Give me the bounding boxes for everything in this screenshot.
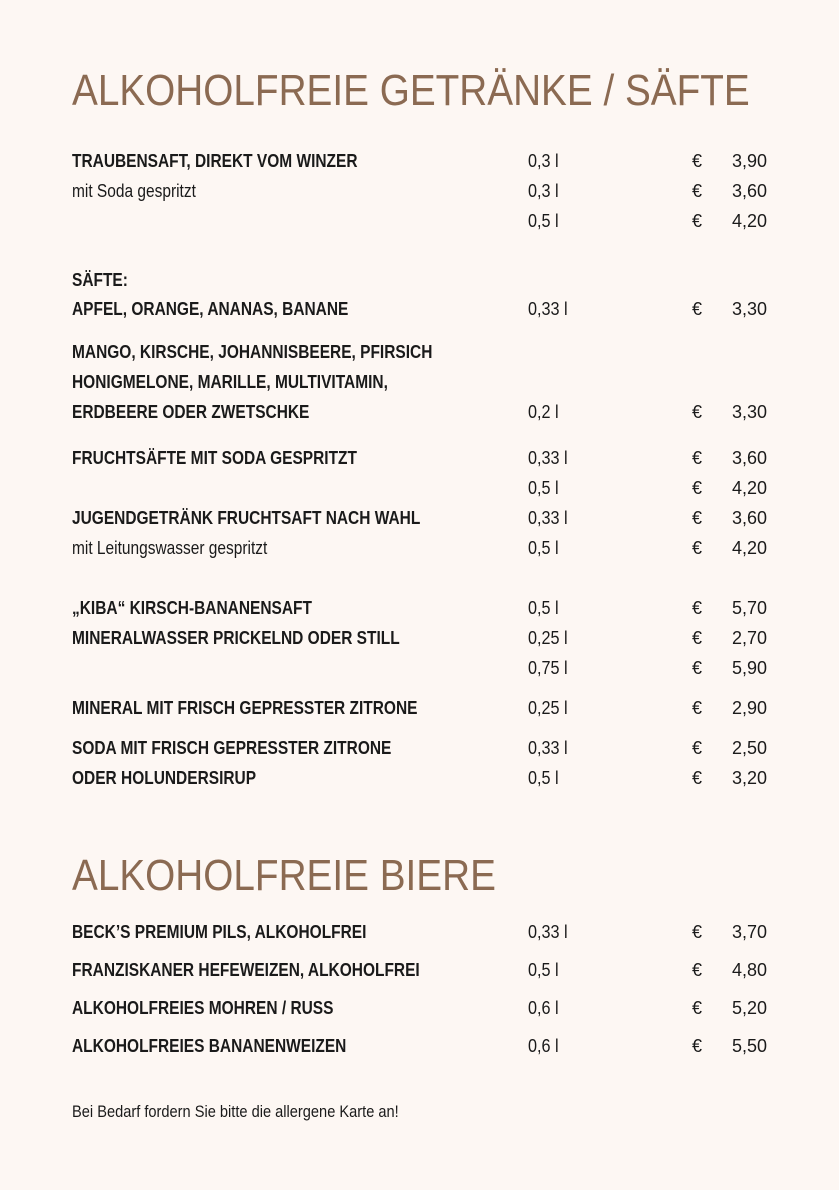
item-currency: € <box>692 998 703 1018</box>
menu-item-row <box>0 367 839 397</box>
item-price: 4,20 <box>731 478 767 498</box>
item-volume: 0,5 l <box>528 538 559 558</box>
item-volume: 0,2 l <box>528 402 559 422</box>
item-volume: 0,5 l <box>528 478 559 498</box>
item-currency: € <box>692 598 703 618</box>
item-volume: 0,33 l <box>528 738 568 758</box>
item-name: APFEL, ORANGE, ANANAS, BANANE <box>72 299 349 319</box>
item-currency: € <box>692 538 703 558</box>
menu-item-row <box>0 763 839 793</box>
menu-item-row <box>0 955 839 985</box>
item-price: 5,70 <box>731 598 767 618</box>
menu-item-row <box>0 176 839 206</box>
menu-item-row <box>0 265 839 295</box>
item-name: MINERAL MIT FRISCH GEPRESSTER ZITRONE <box>72 698 418 718</box>
item-currency: € <box>692 658 703 678</box>
item-volume: 0,33 l <box>528 508 568 528</box>
menu-item-row <box>0 593 839 623</box>
item-currency: € <box>692 738 703 758</box>
item-price: 5,90 <box>731 658 767 678</box>
menu-item-row <box>0 993 839 1023</box>
item-price: 3,30 <box>731 402 767 422</box>
item-name: HONIGMELONE, MARILLE, MULTIVITAMIN, <box>72 372 388 392</box>
item-price: 3,90 <box>731 151 767 171</box>
item-name: ALKOHOLFREIES MOHREN / RUSS <box>72 998 334 1018</box>
item-name: mit Soda gespritzt <box>72 181 196 201</box>
section-title-getraenke: ALKOHOLFREIE GETRÄNKE / SÄFTE <box>72 66 750 115</box>
item-currency: € <box>692 508 703 528</box>
menu-item-row <box>0 337 839 367</box>
item-currency: € <box>692 181 703 201</box>
item-volume: 0,6 l <box>528 998 559 1018</box>
item-price: 5,20 <box>731 998 767 1018</box>
menu-item-row <box>0 397 839 427</box>
item-currency: € <box>692 922 703 942</box>
item-volume: 0,5 l <box>528 211 559 231</box>
item-volume: 0,5 l <box>528 768 559 788</box>
item-name: „KIBA“ KIRSCH-BANANENSAFT <box>72 598 312 618</box>
item-volume: 0,6 l <box>528 1036 559 1056</box>
item-price: 2,50 <box>731 738 767 758</box>
item-price: 4,20 <box>731 538 767 558</box>
item-currency: € <box>692 299 703 319</box>
item-price: 2,90 <box>731 698 767 718</box>
item-currency: € <box>692 768 703 788</box>
menu-item-row <box>0 693 839 723</box>
item-volume: 0,3 l <box>528 181 559 201</box>
item-currency: € <box>692 448 703 468</box>
item-currency: € <box>692 478 703 498</box>
item-price: 4,20 <box>731 211 767 231</box>
menu-item-row <box>0 473 839 503</box>
item-currency: € <box>692 698 703 718</box>
item-price: 3,30 <box>731 299 767 319</box>
item-currency: € <box>692 1036 703 1056</box>
item-currency: € <box>692 211 703 231</box>
item-name: FRANZISKANER HEFEWEIZEN, ALKOHOLFREI <box>72 960 420 980</box>
item-price: 3,60 <box>731 508 767 528</box>
item-volume: 0,33 l <box>528 299 568 319</box>
menu-item-row <box>0 1031 839 1061</box>
item-currency: € <box>692 628 703 648</box>
item-price: 4,80 <box>731 960 767 980</box>
item-currency: € <box>692 151 703 171</box>
item-name: JUGENDGETRÄNK FRUCHTSAFT NACH WAHL <box>72 508 421 528</box>
item-volume: 0,33 l <box>528 922 568 942</box>
item-currency: € <box>692 960 703 980</box>
item-name: SÄFTE: <box>72 270 128 290</box>
item-volume: 0,33 l <box>528 448 568 468</box>
menu-item-row <box>0 533 839 563</box>
item-volume: 0,5 l <box>528 598 559 618</box>
item-name: MINERALWASSER PRICKELND ODER STILL <box>72 628 400 648</box>
menu-item-row <box>0 733 839 763</box>
item-name: SODA MIT FRISCH GEPRESSTER ZITRONE <box>72 738 392 758</box>
item-name: FRUCHTSÄFTE MIT SODA GESPRITZT <box>72 448 357 468</box>
item-volume: 0,25 l <box>528 628 568 648</box>
item-name: TRAUBENSAFT, DIREKT VOM WINZER <box>72 151 358 171</box>
menu-item-row <box>0 917 839 947</box>
item-price: 3,60 <box>731 448 767 468</box>
item-volume: 0,75 l <box>528 658 568 678</box>
item-volume: 0,3 l <box>528 151 559 171</box>
menu-item-row <box>0 294 839 324</box>
allergen-note: Bei Bedarf fordern Sie bitte die allergene Karte an! <box>72 1102 399 1121</box>
menu-item-row <box>0 653 839 683</box>
item-volume: 0,5 l <box>528 960 559 980</box>
item-name: BECK’S PREMIUM PILS, ALKOHOLFREI <box>72 922 367 942</box>
menu-item-row <box>0 503 839 533</box>
item-name: ODER HOLUNDERSIRUP <box>72 768 257 788</box>
menu-item-row <box>0 623 839 653</box>
menu-item-row <box>0 146 839 176</box>
item-volume: 0,25 l <box>528 698 568 718</box>
item-currency: € <box>692 402 703 422</box>
item-price: 5,50 <box>731 1036 767 1056</box>
menu-item-row <box>0 206 839 236</box>
item-price: 3,20 <box>731 768 767 788</box>
item-price: 3,70 <box>731 922 767 942</box>
item-price: 2,70 <box>731 628 767 648</box>
item-name: MANGO, KIRSCHE, JOHANNISBEERE, PFIRSICH <box>72 342 433 362</box>
item-name: ALKOHOLFREIES BANANENWEIZEN <box>72 1036 347 1056</box>
item-name: ERDBEERE ODER ZWETSCHKE <box>72 402 310 422</box>
section-title-biere: ALKOHOLFREIE BIERE <box>72 851 496 900</box>
menu-item-row <box>0 443 839 473</box>
item-price: 3,60 <box>731 181 767 201</box>
item-name: mit Leitungswasser gespritzt <box>72 538 268 558</box>
